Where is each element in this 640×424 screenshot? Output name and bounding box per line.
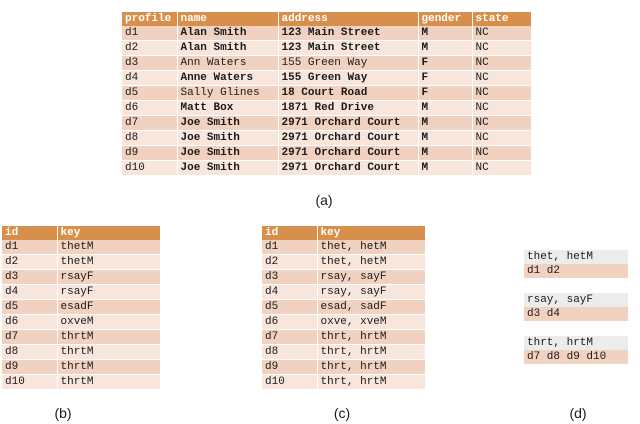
table-row [122,131,531,146]
profile-cell: d2 [122,41,177,56]
state-cell: NC [472,161,531,176]
table-row [122,71,531,86]
table-header-row [262,226,425,240]
table-row [262,270,425,285]
gender-cell: M [418,161,472,176]
id-cell: d4 [262,285,317,300]
key-cell: esadF [57,300,160,315]
key-cell: thrtM [57,375,160,390]
key-cell: thrt, hrtM [317,360,425,375]
name-cell: Joe Smith [177,131,278,146]
column-header-id: id [262,226,317,240]
table-row [122,26,531,41]
table-row [122,146,531,161]
table-row [2,375,160,390]
table-row [262,360,425,375]
name-cell: Joe Smith [177,116,278,131]
table-row [2,270,160,285]
id-cell: d9 [262,360,317,375]
gender-cell: M [418,116,472,131]
name-cell: Anne Waters [177,71,278,86]
block-ids: d3 d4 [524,307,628,321]
key-cell: thrtM [57,330,160,345]
block-ids: d7 d8 d9 d10 [524,350,628,364]
id-cell: d8 [2,345,57,360]
name-cell: Matt Box [177,101,278,116]
caption-c: (c) [333,405,351,421]
caption-b: (b) [54,405,72,421]
address-cell: 2971 Orchard Court [278,131,418,146]
id-cell: d1 [2,240,57,255]
column-header-name: name [177,12,278,26]
table-row [2,300,160,315]
gender-cell: M [418,41,472,56]
id-cell: d3 [262,270,317,285]
table-row [2,315,160,330]
id-cell: d5 [262,300,317,315]
table-row [262,345,425,360]
table-row [122,86,531,101]
state-cell: NC [472,131,531,146]
id-cell: d9 [2,360,57,375]
table-row [262,330,425,345]
table-row [2,285,160,300]
column-header-key: key [57,226,160,240]
profiles-table [122,12,531,176]
table-row [122,56,531,71]
key-cell: esad, sadF [317,300,425,315]
profile-cell: d5 [122,86,177,101]
key-cell: rsay, sayF [317,270,425,285]
gender-cell: F [418,56,472,71]
column-header-id: id [2,226,57,240]
id-cell: d5 [2,300,57,315]
gender-cell: M [418,146,472,161]
state-cell: NC [472,26,531,41]
id-cell: d10 [2,375,57,390]
id-cell: d7 [2,330,57,345]
address-cell: 2971 Orchard Court [278,116,418,131]
key-cell: rsayF [57,270,160,285]
table-row [122,116,531,131]
id-cell: d7 [262,330,317,345]
id-cell: d10 [262,375,317,390]
table-row [262,255,425,270]
key-cell: oxve, xveM [317,315,425,330]
column-header-profile: profile [122,12,177,26]
table-row [262,240,425,255]
address-cell: 2971 Orchard Court [278,161,418,176]
caption-d: (d) [569,405,587,421]
gender-cell: M [418,26,472,41]
gender-cell: F [418,86,472,101]
table-row [122,161,531,176]
state-cell: NC [472,86,531,101]
name-cell: Alan Smith [177,41,278,56]
key-cell: thet, hetM [317,240,425,255]
name-cell: Sally Glines [177,86,278,101]
address-cell: 123 Main Street [278,41,418,56]
key-cell: thet, hetM [317,255,425,270]
gender-cell: M [418,131,472,146]
address-cell: 18 Court Road [278,86,418,101]
block-ids: d1 d2 [524,264,628,278]
state-cell: NC [472,116,531,131]
block-key: rsay, sayF [524,293,628,307]
profile-cell: d8 [122,131,177,146]
name-cell: Joe Smith [177,161,278,176]
table-row [2,330,160,345]
table-row [122,101,531,116]
table-header-row [122,12,531,26]
address-cell: 155 Green Way [278,71,418,86]
id-cell: d8 [262,345,317,360]
table-row [122,41,531,56]
key-cell: thetM [57,255,160,270]
table-row [2,360,160,375]
address-cell: 2971 Orchard Court [278,146,418,161]
table-row [2,345,160,360]
key-table-c [262,226,425,390]
block-key: thet, hetM [524,250,628,264]
key-cell: thrtM [57,360,160,375]
state-cell: NC [472,71,531,86]
id-cell: d3 [2,270,57,285]
gender-cell: F [418,71,472,86]
column-header-key: key [317,226,425,240]
column-header-gender: gender [418,12,472,26]
state-cell: NC [472,56,531,71]
key-cell: thrt, hrtM [317,375,425,390]
key-table-b [2,226,160,390]
key-cell: rsay, sayF [317,285,425,300]
id-cell: d2 [2,255,57,270]
key-cell: thrt, hrtM [317,345,425,360]
key-cell: thetM [57,240,160,255]
table-header-row [2,226,160,240]
name-cell: Joe Smith [177,146,278,161]
profile-cell: d1 [122,26,177,41]
profile-cell: d7 [122,116,177,131]
key-cell: rsayF [57,285,160,300]
name-cell: Alan Smith [177,26,278,41]
profile-cell: d3 [122,56,177,71]
block-key: thrt, hrtM [524,336,628,350]
key-cell: oxveM [57,315,160,330]
id-cell: d4 [2,285,57,300]
id-cell: d6 [262,315,317,330]
table-row [2,240,160,255]
profile-cell: d9 [122,146,177,161]
address-cell: 1871 Red Drive [278,101,418,116]
id-cell: d6 [2,315,57,330]
table-row [262,300,425,315]
block-group [524,293,628,321]
block-group [524,336,628,364]
profile-cell: d10 [122,161,177,176]
state-cell: NC [472,101,531,116]
address-cell: 123 Main Street [278,26,418,41]
key-cell: thrtM [57,345,160,360]
table-row [2,255,160,270]
profile-cell: d4 [122,71,177,86]
key-cell: thrt, hrtM [317,330,425,345]
table-row [262,375,425,390]
id-cell: d2 [262,255,317,270]
state-cell: NC [472,146,531,161]
table-row [262,285,425,300]
profile-cell: d6 [122,101,177,116]
table-row [262,315,425,330]
column-header-state: state [472,12,531,26]
state-cell: NC [472,41,531,56]
name-cell: Ann Waters [177,56,278,71]
caption-a: (a) [315,192,333,208]
column-header-address: address [278,12,418,26]
block-group [524,250,628,278]
gender-cell: M [418,101,472,116]
id-cell: d1 [262,240,317,255]
address-cell: 155 Green Way [278,56,418,71]
